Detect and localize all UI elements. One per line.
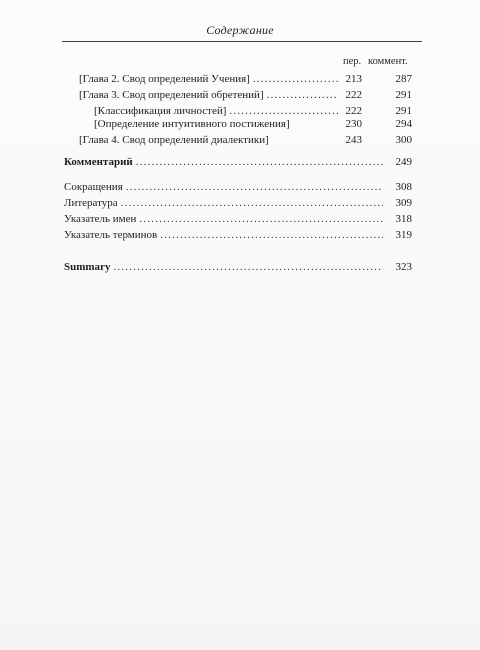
dot-leader — [126, 180, 383, 194]
toc-entry-term-index — [64, 228, 386, 242]
toc-entry-title: Сокращения — [64, 181, 123, 193]
dot-leader — [139, 212, 383, 226]
toc-entry-title: [Глава 2. Свод определений Учения] — [79, 73, 250, 85]
toc-entry-per-page: 222 — [345, 89, 362, 101]
toc-entry-comment-page: 291 — [395, 89, 412, 101]
toc-entry-per-page: 222 — [345, 105, 362, 117]
toc-entry-intuitive-definition — [94, 117, 341, 131]
dot-leader — [121, 196, 383, 210]
toc-entry-comment-page: 300 — [395, 134, 412, 146]
toc-entry-commentary — [64, 155, 386, 169]
toc-entry-page: 308 — [395, 181, 412, 193]
toc-entry-title: Указатель терминов — [64, 229, 158, 241]
dot-leader — [160, 228, 383, 242]
toc-entry-page: 319 — [395, 229, 412, 241]
toc-entry-per-page: 243 — [345, 134, 362, 146]
toc-entry-title: Указатель имен — [64, 213, 137, 225]
toc-entry-summary — [64, 260, 386, 274]
toc-entry-chapter-2 — [79, 72, 341, 86]
column-header-comment: коммент. — [368, 56, 408, 67]
dot-leader — [113, 260, 383, 274]
toc-entry-title: [Глава 3. Свод определений обретений] — [79, 89, 264, 101]
toc-entry-title: Литература — [64, 197, 118, 209]
toc-entry-per-page: 230 — [345, 118, 362, 130]
toc-entry-title: Комментарий — [64, 156, 133, 168]
running-head: Содержание — [206, 23, 274, 37]
toc-entry-classification — [94, 104, 341, 118]
toc-entry-chapter-3 — [79, 88, 341, 102]
toc-entry-title: Summary — [64, 261, 111, 273]
toc-entry-comment-page: 291 — [395, 105, 412, 117]
toc-entry-abbreviations — [64, 180, 386, 194]
toc-entry-chapter-4 — [79, 133, 341, 147]
toc-entry-title: [Определение интуитивного постижения] — [94, 118, 290, 130]
dot-leader — [229, 104, 338, 118]
dot-leader — [136, 155, 383, 169]
toc-entry-comment-page: 287 — [395, 73, 412, 85]
column-header-per: пер. — [343, 56, 362, 67]
toc-entry-title: [Классификация личностей] — [94, 105, 227, 117]
dot-leader — [253, 72, 338, 86]
dot-leader — [267, 88, 338, 102]
toc-entry-literature — [64, 196, 386, 210]
toc-entry-name-index — [64, 212, 386, 226]
toc-entry-title: [Глава 4. Свод определений диалектики] — [79, 134, 269, 146]
toc-entry-comment-page: 294 — [395, 118, 412, 130]
header-rule — [62, 41, 422, 42]
toc-entry-page: 318 — [395, 213, 412, 225]
toc-entry-page: 249 — [395, 156, 412, 168]
toc-entry-per-page: 213 — [345, 73, 362, 85]
toc-entry-page: 323 — [395, 261, 412, 273]
toc-entry-page: 309 — [395, 197, 412, 209]
